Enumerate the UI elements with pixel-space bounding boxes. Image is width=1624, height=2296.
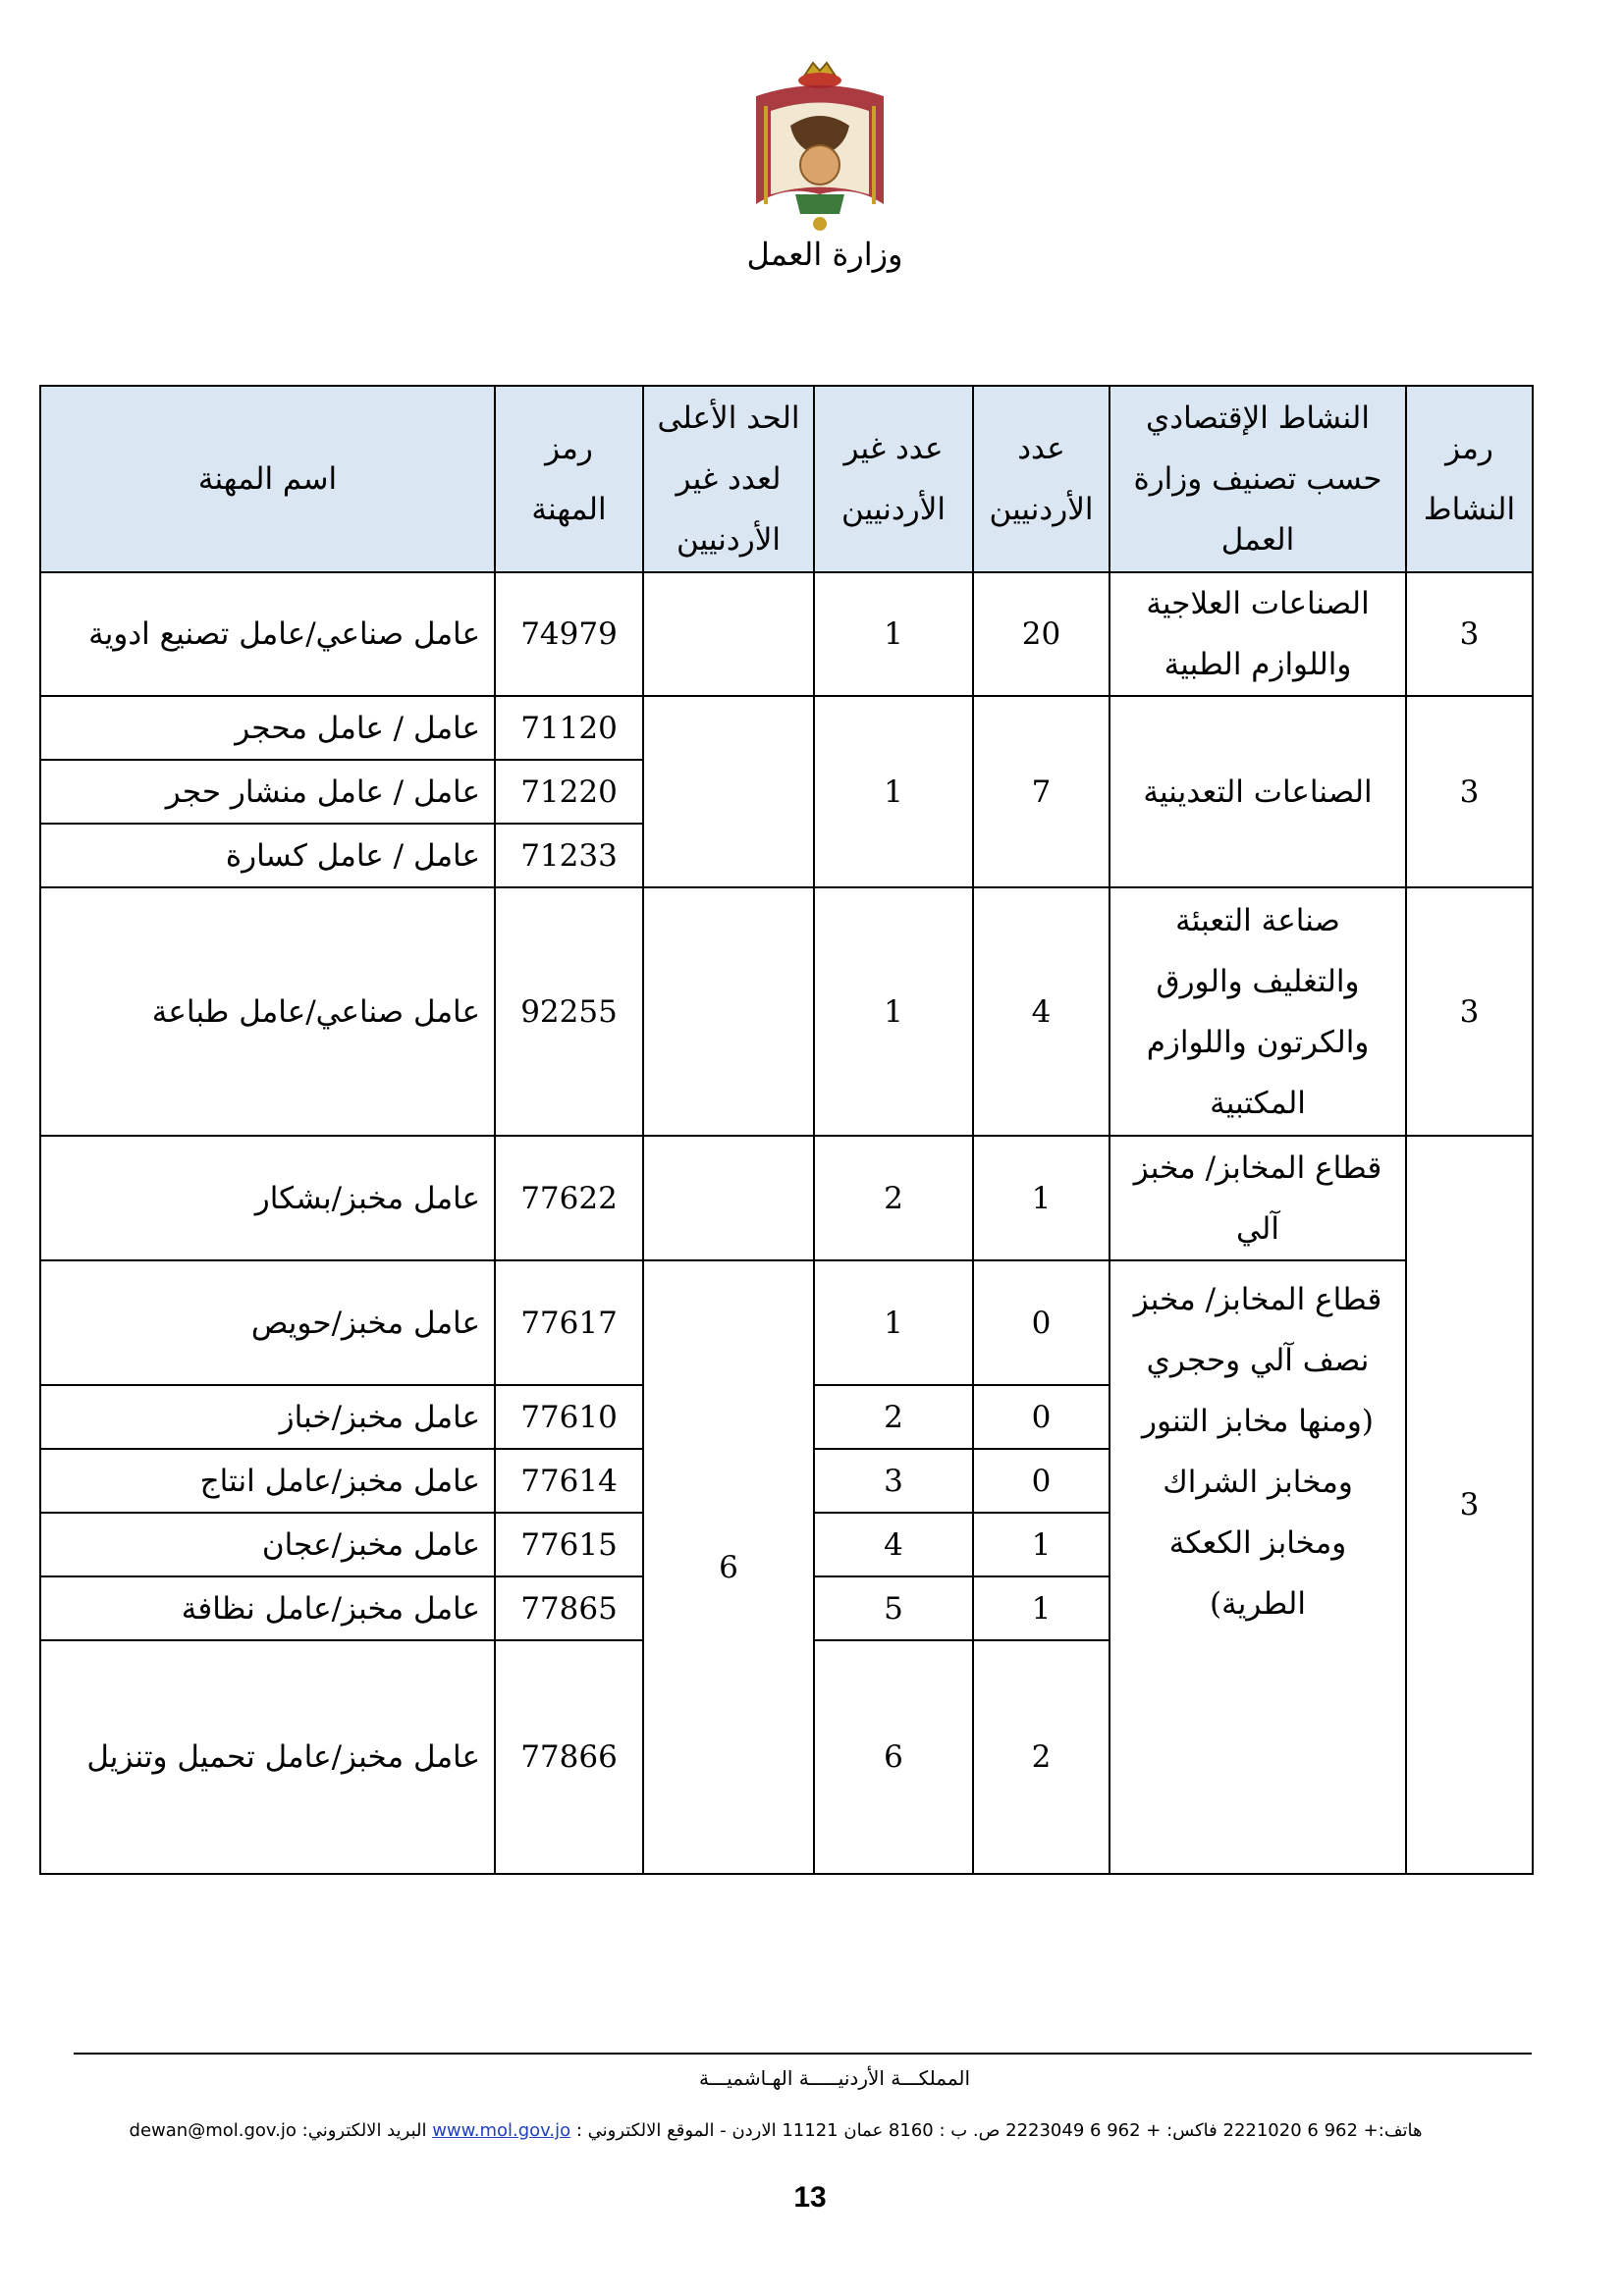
table-row [40, 572, 1533, 696]
profession-code: 77617 [495, 1260, 643, 1385]
contact-prefix: هاتف:+ 962 6 2221020 فاكس: + 962 6 2223049 ص. ب : 8160 عمان 11121 الاردن - الموقع الالكتروني : [570, 2120, 1423, 2141]
profession-code: 77866 [495, 1640, 643, 1874]
profession-name: عامل / عامل منشار حجر [40, 760, 495, 824]
coat-of-arms-emblem [736, 57, 903, 239]
non-jordanians-count: 2 [814, 1136, 973, 1260]
jordanians-count: 1 [973, 1136, 1110, 1260]
profession-name: عامل / عامل محجر [40, 696, 495, 760]
profession-code: 71233 [495, 824, 643, 887]
profession-code: 74979 [495, 572, 643, 696]
profession-code: 77615 [495, 1513, 643, 1576]
max-non-jordanians [643, 572, 814, 696]
activity-name: قطاع المخابز/ مخبز نصف آلي وحجري (ومنها مخابز التنور ومخابز الشراك ومخابز الكعكة الطرية) [1110, 1260, 1406, 1874]
contact-info [59, 2120, 1492, 2141]
jordanians-count: 0 [973, 1385, 1110, 1449]
kingdom-name: المملكـــة الأردنيـــــة الهـاشميـــة [698, 2066, 971, 2090]
profession-code: 71120 [495, 696, 643, 760]
profession-name: عامل / عامل كسارة [40, 824, 495, 887]
header-profession-code: رمز المهنة [495, 386, 643, 572]
jordanians-count: 0 [973, 1260, 1110, 1385]
profession-name: عامل صناعي/عامل طباعة [40, 887, 495, 1136]
occupations-table [39, 385, 1534, 1875]
non-jordanians-count: 2 [814, 1385, 973, 1449]
activity-code: 3 [1406, 572, 1533, 696]
jordanians-count: 1 [973, 1576, 1110, 1640]
table-row [40, 887, 1533, 1136]
activity-code: 3 [1406, 696, 1533, 887]
profession-code: 77614 [495, 1449, 643, 1513]
profession-code: 71220 [495, 760, 643, 824]
activity-name: صناعة التعبئة والتغليف والورق والكرتون واللوازم المكتبية [1110, 887, 1406, 1136]
max-non-jordanians-empty [643, 1136, 814, 1260]
profession-code: 77610 [495, 1385, 643, 1449]
activity-name: قطاع المخابز/ مخبز آلي [1110, 1136, 1406, 1260]
website-link[interactable]: www.mol.gov.jo [432, 2120, 571, 2141]
non-jordanians-count: 6 [814, 1640, 973, 1874]
ministry-name: وزارة العمل [746, 236, 903, 273]
profession-code: 77865 [495, 1576, 643, 1640]
header-activity-code: رمز النشاط [1406, 386, 1533, 572]
non-jordanians-count: 1 [814, 696, 973, 887]
jordanians-count: 4 [973, 887, 1110, 1136]
header-profession-name: اسم المهنة [40, 386, 495, 572]
activity-code: 3 [1406, 1136, 1533, 1874]
profession-name: عامل مخبز/عامل انتاج [40, 1449, 495, 1513]
jordanians-count: 20 [973, 572, 1110, 696]
profession-name: عامل صناعي/عامل تصنيع ادوية [40, 572, 495, 696]
contact-suffix: البريد الالكتروني: dewan@mol.gov.jo [129, 2120, 433, 2141]
page-number: 13 [793, 2181, 827, 2214]
non-jordanians-count: 3 [814, 1449, 973, 1513]
max-non-jordanians [643, 887, 814, 1136]
jordanians-count: 0 [973, 1449, 1110, 1513]
profession-name: عامل مخبز/حويص [40, 1260, 495, 1385]
profession-name: عامل مخبز/خباز [40, 1385, 495, 1449]
jordanians-count: 2 [973, 1640, 1110, 1874]
profession-name: عامل مخبز/عامل تحميل وتنزيل [40, 1640, 495, 1874]
non-jordanians-count: 1 [814, 1260, 973, 1385]
header-activity-name: النشاط الإقتصادي حسب تصنيف وزارة العمل [1110, 386, 1406, 572]
profession-name: عامل مخبز/بشكار [40, 1136, 495, 1260]
table-row [40, 1260, 1533, 1385]
max-non-jordanians [643, 696, 814, 887]
header-jordanians: عدد الأردنيين [973, 386, 1110, 572]
table-row [40, 1136, 1533, 1260]
footer-divider [74, 2053, 1532, 2055]
activity-name: الصناعات العلاجية واللوازم الطبية [1110, 572, 1406, 696]
profession-name: عامل مخبز/عامل نظافة [40, 1576, 495, 1640]
non-jordanians-count: 4 [814, 1513, 973, 1576]
header-max-non-jordanians: الحد الأعلى لعدد غير الأردنيين [643, 386, 814, 572]
non-jordanians-count: 5 [814, 1576, 973, 1640]
activity-name: الصناعات التعدينية [1110, 696, 1406, 887]
max-non-jordanians: 6 [643, 1260, 814, 1874]
jordanians-count: 1 [973, 1513, 1110, 1576]
profession-code: 92255 [495, 887, 643, 1136]
jordanians-count: 7 [973, 696, 1110, 887]
non-jordanians-count: 1 [814, 572, 973, 696]
non-jordanians-count: 1 [814, 887, 973, 1136]
profession-code: 77622 [495, 1136, 643, 1260]
header-non-jordanians: عدد غير الأردنيين [814, 386, 973, 572]
activity-code: 3 [1406, 887, 1533, 1136]
profession-name: عامل مخبز/عجان [40, 1513, 495, 1576]
table-row [40, 696, 1533, 760]
